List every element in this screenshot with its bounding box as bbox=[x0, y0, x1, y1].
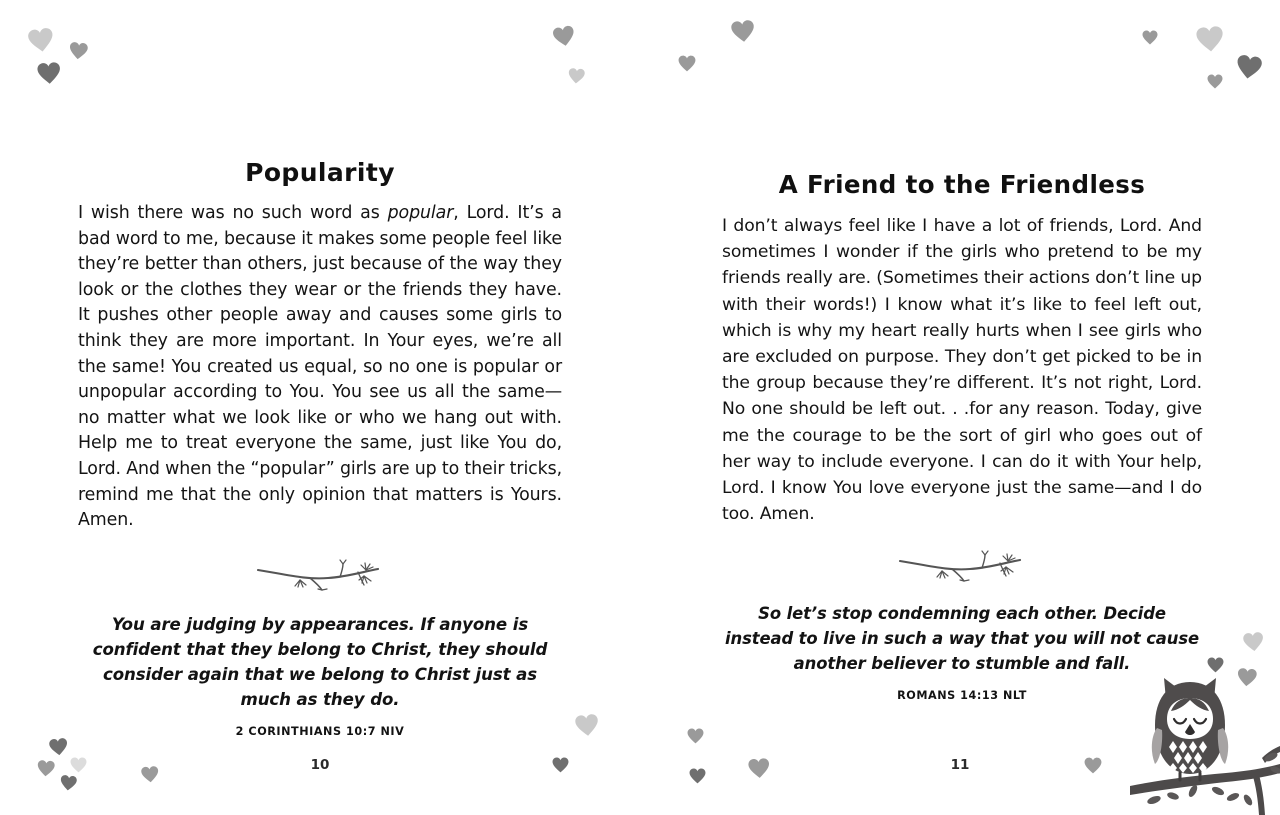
branch-divider-icon bbox=[254, 556, 386, 592]
scripture-quote: So let’s stop condemning each other. Decide instead to live in such a way that you will not cause another believer to stumble and fall. bbox=[724, 604, 1200, 674]
page-title: Popularity bbox=[245, 158, 395, 187]
prayer-text-part-2: , Lord. It’s a bad word to me, because it makes some people feel like they’re better than others, just because of the way they look or the clothes they wear or the friends they have. It pushes other people away and causes some girls to think they are more important. In Your eyes, we’re all the same! You created us equal, so no one is popular or unpopular according to You. You see us all the same—no matter what we look like or who we hang out with. Help me to treat everyone the same, just like You do, Lord. And when the “popular” girls are up to their tricks, remind me that the only opinion that matters is Yours. Amen. bbox=[78, 203, 562, 531]
page-title: A Friend to the Friendless bbox=[778, 170, 1146, 199]
scripture-quote: You are judging by appearances. If anyone is confident that they belong to Christ, they should consider again that we belong to Christ just as much as they do. bbox=[92, 614, 548, 709]
prayer-emphasis-word: popular bbox=[387, 203, 454, 223]
page-number: 11 bbox=[950, 757, 970, 773]
page-right-content bbox=[640, 170, 1280, 702]
page-number: 10 bbox=[310, 757, 330, 773]
owl-on-branch-icon bbox=[1130, 640, 1280, 815]
prayer-text-part-1: I wish there was no such word as bbox=[78, 203, 388, 223]
prayer-text: I don’t always feel like I have a lot of friends, Lord. And sometimes I wonder if the girls who pretend to be my friends really are. (Sometimes their actions don’t line up with their words!) I know what it’s like to feel left out, which is why my heart really hurts when I see girls who are excluded on purpose. They don’t get picked to be in the group because they’re different. It’s not right, Lord. No one should be left out. . .for any reason. Today, give me the courage to be the sort of girl who goes out of her way to include everyone. I can do it with Your help, Lord. I know You love everyone just the same—and I do too. Amen. bbox=[722, 216, 1202, 525]
page-left-content bbox=[0, 158, 640, 738]
scripture-citation: 2 CORINTHIANS 10:7 NIV bbox=[235, 724, 405, 738]
prayer-text bbox=[78, 201, 562, 534]
branch-divider-icon bbox=[896, 547, 1028, 583]
scripture-citation: ROMANS 14:13 NLT bbox=[897, 689, 1027, 703]
